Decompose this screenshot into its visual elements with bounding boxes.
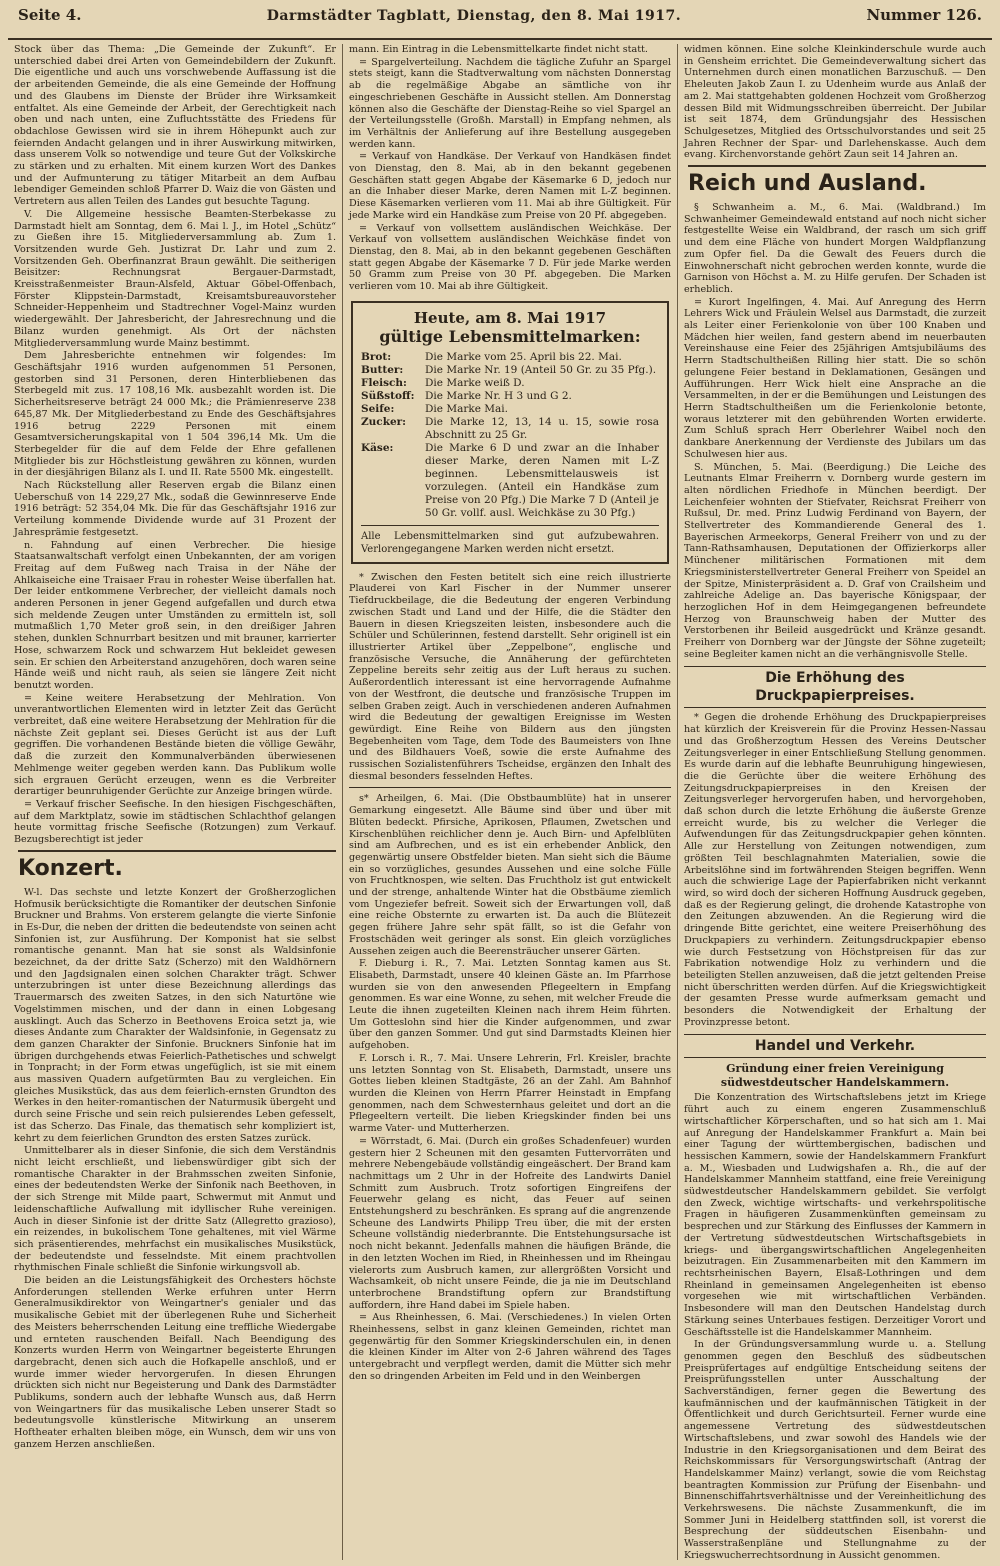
- ration-row: [361, 390, 659, 403]
- article-text: Nach Rückstellung aller Reserven ergab die Bilanz einen Ueberschuß von 14 229,27 Mk., sodaß die Gewinnreserve Ende 1916 beträgt: 52 354,04 Mk. Die für das Geschäftsjahr 1916 zur Verteilung kommende Dividende wurde auf 31 Prozent der Jahresprämie festgesetzt.: [14, 480, 336, 538]
- ration-subtitle: gültige Lebensmittelmarken:: [379, 326, 641, 346]
- ration-row: [361, 364, 659, 377]
- page-number: Seite 4.: [18, 6, 82, 24]
- ration-key: Käse:: [361, 441, 394, 454]
- section-heading-handel: Handel und Verkehr.: [684, 1034, 986, 1058]
- article-text: = Verkauf frischer Seefische. In den hiesigen Fischgeschäften, auf dem Marktplatz, sowie im städtischen Schlachthof gelangen heute vormittag frische Seefische (Rotzungen) zum Verkauf. Bezugsberechtigt ist jeder: [14, 799, 336, 846]
- article-text: mann. Ein Eintrag in die Lebensmittelkarte findet nicht statt.: [349, 44, 648, 55]
- ration-key: Süßstoff:: [361, 389, 415, 402]
- article-text: n. Fahndung auf einen Verbrecher. Die hiesige Staatsanwaltschaft verfolgt einen Unbekannten, der am vorigen Freitag auf dem Fußweg nach Traisa in der Nähe der Ahlkaiseiche eine Traisaer Frau in rohester Weise überfallen hat. Der leider entkommene Verbrecher, der vielleicht damals noch anderen Personen in jener Gegend aufgefallen und durch etwa sich meldende Zeugen unter Umständen zu ermitteln ist, soll mutmaßlich 1,70 Meter groß sein, in den dreißiger Jahren stehen, dunklen Schnurrbart besitzen und mit brauner, karrierter Hose, schwarzem Rock und schwarzem Hut bekleidet gewesen sein. Er schien den Arbeiterstand anzugehören, doch waren seine Hände weiß und nicht rauh, als seien sie längere Zeit nicht benutzt worden.: [14, 539, 336, 691]
- column-1: [8, 44, 343, 1560]
- columns: [8, 44, 992, 1560]
- ration-row: [361, 377, 659, 390]
- article-text: F. Lorsch i. R., 7. Mai. Unsere Lehrerin, Frl. Kreisler, brachte uns letzten Sonntag von St. Elisabeth, Darmstadt, unsere uns Gottes lieben kleinen Stadtgäste, 26 an der Zahl. Am Bahnhof wurden die Kleinen von Herrn Pfarrer Heinstadt in Empfang genommen, nach dem Schwesternhaus geleitet und dort an die Pflegeeltern verteilt. Die lieben Kriegskinder finden bei uns warme Vater- und Mutterherzen.: [349, 1052, 671, 1135]
- article-text: = Verkauf von vollsettem ausländischen Weichkäse. Der Verkauf von vollsettem ausländischen Weichkäse findet von Dienstag, den 8. Mai, ab in den bekannt gegebenen Geschäften statt gegen Abgabe der Käsemarke 7 D. Für jede Marke werden 50 Gramm zum Preise von 30 Pf. abgegeben. Die Marken verlieren vom 10. Mai ab ihre Gültigkeit.: [349, 222, 671, 293]
- article-subheading: Gründung einer freien Vereinigung südwestdeutscher Handelskammern.: [720, 1062, 950, 1090]
- article-text: widmen können. Eine solche Kleinkinderschule wurde auch in Gensheim errichtet. Die Gemeindeverwaltung sichert das Unternehmen durch einen monatlichen Barzuschuß. — Den Eheleuten Jakob Zaun I. zu Udenheim wurde aus Anlaß der am 2. Mai stattgehabten goldenen Hochzeit vom Großherzog dessen Bild mit Widmungsschreiben überreicht. Der Jubilar ist seit 1874, dem Gründungsjahr des Hessischen Schulgesetzes, Mitglied des Ortsschulvorstandes und seit 25 Jahren Rechner der Spar- und Darlehenskasse. Auch dem evang. Kirchenvorstande gehört Zaun seit 14 Jahren an.: [684, 44, 986, 161]
- issue-number: Nummer 126.: [866, 6, 982, 24]
- article-text: F. Dieburg i. R., 7. Mai. Letzten Sonntag kamen aus St. Elisabeth, Darmstadt, unsere 40 kleinen Gäste an. Im Pfarrhose wurden sie von den anwesenden Pflegeeltern in Empfang genommen. Es war eine Wonne, zu sehen, mit welcher Freude die Leute die ihnen zugeteilten Kleinen nach ihrem Heim führten. Um Gotteslohn sind hier die Kinder aufgenommen, und zwar über den ganzen Sommer. Und gut sind Darmstadts Kleinen hier aufgehoben.: [349, 958, 672, 1052]
- ration-stamps-box: [351, 301, 669, 564]
- article-text: s* Arheilgen, 6. Mai. (Die Obstbaumblüte) hat in unserer Gemarkung eingesetzt. Alle Bäume sind über und über mit Blüten bedeckt. Pfirsiche, Aprikosen, Pflaumen, Zwetschen und Kirschenblühen reichlicher denn je. Auch Birn- und Apfelblüten sind am Aufbrechen, und es ist ein erhebender Anblick, den gegenwärtig unsere Obstfelder bieten. Man sieht sich die Bäume ein so vorzügliches, gesundes Aussehen und eine solche Fülle von Fruchtknospen, wie selten. Das Fruchtholz ist gut entwickelt und der strenge, anhaltende Winter hat die Obstbäume ziemlich vom Ungeziefer befreit. Soweit sich der Erwartungen voll, daß eine reiche Obsternte zu erwarten ist. Da auch die Blütezeit gegen frühere Jahre sehr spät fällt, so ist die Gefahr von Frostschäden weit geringer als sonst. Ein gleich vorzügliches Aussehen zeigen auch die Beerensträucher unserer Gärten.: [349, 793, 671, 957]
- article-text: = Kurort Ingelfingen, 4. Mai. Auf Anregung des Herrn Lehrers Wick und Fräulein Welsel aus Darmstadt, die zurzeit als Leiter einer Ferienkolonie von über 100 Knaben und Mädchen hier weilen, fand gestern abend im neuerbauten Vereinshause eine Feier des 25jährigen Amtsjubiläums des Herrn Stadtschultheißen Rilling hier statt. Die so schön gelungene Feier bestand in Deklamationen, Gesängen und Aufführungen. Herr Wick hielt eine Ansprache an die Versammelten, in der er die Bemühungen und Leistungen des Herrn Stadtschultheißen um die Ferienkolonie betonte, woraus letzterer mit den gebührenden Worten erwiderte. Zum Schluß sprach Herr Oberlehrer Waibel noch den dankbare Anerkennung der Verdienste des Jubilars um das Schulwesen hier aus.: [684, 296, 986, 460]
- article-text: W-l. Das sechste und letzte Konzert der Großherzoglichen Hofmusik berücksichtigte die Romantiker der deutschen Sinfonie Bruckner und Brahms. Von ersterem gelangte die vierte Sinfonie in Es-Dur, die neben der dritten die bedeutendste von seinen acht Sinfonien ist, zur Ausführung. Der Komponist hat sie selbst romantische genannt. Man hat sie sonst als Waldsinfonie bezeichnet, da der dritte Satz (Scherzo) mit den Waldhörnern und den Jagdsignalen einen solchen Charakter trägt. Schwer unterzubringen ist unter diese Bezeichnung allerdings das Trauermarsch des zweiten Satzes, in den sich Naturtöne wie Vogelstimmen mischen, und der dann in einen Lobgesang ausklingt. Auch das Scherzo in Beethovens Eroica setzt ja, wie dieses Andante zum Charakter der Waldsinfonie, in Gegensatz zu dem ganzen Charakter der Sinfonie. Bruckners Sinfonie hat im übrigen durchgehends etwas Feierlich-Pathetisches und schwelgt in Tonpracht; in der Form etwas ungefüglich, ist sie mit einem aus massiven Quadern aufgetürmten Bau zu vergleichen. Ein gleiches Musikstück, das aus dem feierlich-ernsten Grundton des Werkes in den heiter-romantischen der Naturmusik übergeht und durch seine Frische und sein reich pulsierendes Leben gefesselt, ist das Scherzo. Das Finale, das thematisch sehr kompliziert ist, kehrt zu dem feierlichen Grundton des ersten Satzes zurück.: [14, 886, 336, 1144]
- column-2: [343, 44, 678, 1560]
- ration-row: [361, 403, 659, 416]
- ration-value: Die Marke weiß D.: [425, 376, 525, 389]
- article-text: = Verkauf von Handkäse. Der Verkauf von Handkäsen findet von Dienstag, den 8. Mai, ab in den bekannt gegebenen Geschäften statt gegen Abgabe der Käsemarke 6 D, jedoch nur an die Inhaber dieser Marke, deren Namen mit L-Z beginnen. Diese Käsemarken verlieren vom 11. Mai ab ihre Gültigkeit. Für jede Marke wird ein Handkäse zum Preise von 20 Pf. abgegeben.: [349, 151, 671, 221]
- article-text: = Aus Rheinhessen, 6. Mai. (Verschiedenes.) In vielen Orten Rheinhessens, selbst in ganz kleinen Gemeinden, richtet man gegenwärtig für den Sommer Kriegskinderschulen ein, in denen die kleinen Kinder im Alter von 2-6 Jahren während des Tages untergebracht und verpflegt werden, damit die Mütter sich mehr den so dringenden Arbeiten im Feld und in den Weinbergen: [349, 1312, 671, 1382]
- article-text: V. Die Allgemeine hessische Beamten-Sterbekasse zu Darmstadt hielt am Sonntag, dem 6. Mai l. J., im Hotel „Schütz“ zu Gießen ihre 15. Mitgliederversammlung ab. Zum 1. Vorsitzenden wurde Geh. Justizrat Dr. Lahr und zum 2. Vorsitzenden Geh. Oberfinanzrat Braun gewählt. Die seitherigen Beisitzer: Rechnungsrat Bergauer-Darmstadt, Kreisstraßenmeister Braun-Alsfeld, Aktuar Göbel-Offenbach, Förster Klippstein-Darmstadt, Kreisamtsbureauvorsteher Schneider-Heppenheim und Stadtrechner Vogel-Mainz wurden wiedergewählt. Der Jahresbericht, der Jahresrechnung und die Bilanz wurden genehmigt. Als Ort der nächsten Mitgliederversammlung wurde Mainz bestimmt.: [14, 208, 336, 349]
- divider: [349, 787, 671, 788]
- newspaper-title: Darmstädter Tagblatt, Dienstag, den 8. Mai 1917.: [266, 8, 682, 24]
- column-3: [678, 44, 992, 1560]
- article-text: § Schwanheim a. M., 6. Mai. (Waldbrand.) Im Schwanheimer Gemeindewald entstand auf noch nicht sicher festgestellte Weise ein Waldbrand, der rasch um sich griff und dem eine Fläche von hundert Morgen Waldpflanzung zum Opfer fiel. Da die Gewalt des Feuers durch die Einwohnerschaft nicht gebrochen werden konnte, wurde die Garnison von Höchst a. M. zu Hilfe gerufen. Der Schaden ist erheblich.: [684, 202, 986, 295]
- ration-row: [361, 442, 659, 520]
- ration-title: Heute, am 8. Mai 1917: [413, 308, 607, 327]
- article-text: * Gegen die drohende Erhöhung des Druckpapierpreises hat kürzlich der Kreisverein für die Provinz Hessen-Nassau und das Großherzogtum Hessen des Vereins Deutscher Zeitungsverleger in einer Entschließung Stellung genommen. Es wurde darin auf die lebhafte Beunruhigung hingewiesen, die die Gerüchte über die weitere Erhöhung des Zeitungsdruckpapierpreises in den Kreisen der Zeitungsverleger hervorgerufen haben, und hervorgehoben, daß schon durch die letzte Erhöhung die äußerste Grenze erreicht wurde, bis zu welcher die Verleger die Aufwendungen für das Zeitungsdruckpapier gehen könnten. Alle zur Herstellung von Zeitungen notwendigen, zum größten Teil beschlagnahmten Materialien, sowie die Arbeitslöhne sind im fortwährenden Steigen begriffen. Wenn auch die schwierige Lage der Papierfabriken nicht verkannt wird, so wird doch der sicheren Hoffnung Ausdruck gegeben, daß es der Regierung gelingt, die drohende Katastrophe von den Zeitungen abzuwenden. An die Regierung wird die dringende Bitte gerichtet, eine weitere Preiserhöhung des Druckpapiers zu verhindern. Zeitungsdruckpapier ebenso wie durch Festsetzung von Höchstpreisen für das zur Fabrikation notwendige Holz zu verhindern und die beteiligten Stellen anzuweisen, daß die jetzt geltenden Preise nicht überschritten werden dürfen. Auf die Kriegswichtigkeit der gesamten Presse wurde aufmerksam gemacht und besonders die Notwendigkeit der Erhaltung der Provinzpresse betont.: [684, 712, 986, 1028]
- section-heading-reich: Reich und Ausland.: [688, 165, 986, 198]
- article-text: S. München, 5. Mai. (Beerdigung.) Die Leiche des Leutnants Elmar Freiherrn v. Dornberg wurde gestern im alten nördlichen Friedhofe in München beerdigt. Der Leichenfeier wohnten der Stiefvater, Reichsrat Freiherr von Rußsul, Dr. med. Prinz Ludwig Ferdinand von Bayern, der Stellvertreter des Kommandierende General des 1. Bayerischen Armeekorps, General Freiherr von und zu der Tann-Rathsamhausen, Deputationen der Offizierkorps aller Münchener militärischen Formationen mit dem Kriegsministerstellvertreter General Freiherr von Speidel an der Spitze, Ministerpräsident a. D. Graf von Crailsheim und zahlreiche Adelige an. Das bayerische Königspaar, der herzoglichen Hof in dem Heimgegangenen befreundete Herzog von Braunschweig haben der Mutter des Verstorbenen ihr Beileid ausgedrückt und Kränze gesandt. Freiherr von Dornberg war der Jüngste der Söhne zugeteilt; seine Begleiter kamen nicht an die verhängnisvolle Stelle.: [684, 461, 986, 660]
- masthead: [8, 0, 992, 40]
- article-text: Unmittelbarer als in dieser Sinfonie, die sich dem Verständnis nicht leicht erschließt, und liebenswürdiger gibt sich der romantische Charakter in der Brahmsschen zweiten Sinfonie, eines der bedeutendsten Werke der Sinfonik nach Beethoven, in der sich Strenge mit Milde paart, Schwermut mit Anmut und leidenschaftliche Aufwallung mit idyllischer Ruhe vereinigen. Auch in dieser Sinfonie ist der dritte Satz (Allegretto grazioso), ein reizendes, in bukolischem Tone gehaltenes, mit viel Wärme sich präsentierendes, mehrfachst ein musikalisches Musikstück, der bedeutendste und fesselndste. Mit einem prachtvollen rhythmischen Finale schließt die Sinfonie wirkungsvoll ab.: [14, 1145, 336, 1274]
- article-text: Stock über das Thema: „Die Gemeinde der Zukunft“. Er unterschied dabei drei Arten von Gemeindebildern der Zukunft. Die eigentliche und auch uns vorschwebende Auffassung ist die der arbeitenden Gemeinde, die als eine Gemeinde der Hoffnung und des Glaubens im Dienste der Brüder ihre Wirksamkeit entfaltet. Als eine Gemeinde der Arbeit, der Gerechtigkeit nach oben und nach unten, eine Zufluchtsstätte des Friedens für obdachlose Gewissen wird sie in ihrem Höhepunkt auch zur feiernden Andacht gelangen und in ihrer Auswirkung mitwirken, dass unserem Volk so notwendige und teure Gut der Volkskirche zu stärken und zu erhalten. Mit einem kurzen Wort des Dankes und der Aufmunterung zu tätiger Mitarbeit an dem Aufbau lebendiger Gemeinden schloß Pfarrer D. Waiz die von Gästen und Vertretern aus allen Teilen des Landes gut besuchte Tagung.: [14, 44, 336, 208]
- article-text: Die beiden an die Leistungsfähigkeit des Orchesters höchste Anforderungen stellenden Werke erfuhren unter Herrn Generalmusikdirektor von Weingartner's genialer und das musikalische Gebiet mit der überlegenen Ruhe und Sicherheit des Meisters beherrschenden Leitung eine treffliche Wiedergabe und ernteten rauschenden Beifall. Nach Beendigung des Konzerts wurden Herrn von Weingartner begeisterte Ehrungen dargebracht, denen sich auch die Hofkapelle anschloß, und er wurde immer wieder hervorgerufen. In diesen Ehrungen drückten sich nicht nur Begeisterung und Dank des Darmstädter Publikums, sondern auch der lebhafte Wunsch aus, daß Herrn von Weingartners für das musikalische Leben unserer Stadt so bedeutungsvolle künstlerische Mitwirkung an unserem Hoftheater erhalten bleiben möge, ein Wunsch, dem wir uns von ganzem Herzen anschließen.: [14, 1275, 336, 1450]
- article-text: In der Gründungsversammlung wurde u. a. Stellung genommen gegen den Beschluß des südbeutschen Preisprüfertages auf endgültige Entscheidung seitens der Preisprüfungsstellen unter Ausschaltung der Sachverständigen, ferner gegen die Bewertung des kaufmännischen und der kaufmännischen Tätigkeit in der Öffentlichkeit und durch Gerichtsurteil. Ferner wurde eine angemessene Vertretung des südwestdeutschen Wirtschaftslebens, und zwar sowohl des Handels wie der Industrie in den Kriegsorganisationen und dem Beirat des Reichskommissars für Versorgungswirtschaft (Antrag der Handelskammer Mainz) verlangt, sowie die vom Reichstag beantragten Kommission zur Prüfung der Eisenbahn- und Binnenschiffahrtsverhältnisse und der Vereinheitlichung des Verkehrswesens. Die nächste Zusammenkunft, die im Sommer Juni in Heidelberg stattfinden soll, ist vorerst die Besprechung der süddeutschen Eisenbahn- und Wasserstraßenpläne und Stellungnahme zu der Kriegswucherrechtsordnung in Aussicht genommen.: [684, 1339, 986, 1560]
- ration-key: Butter:: [361, 363, 404, 376]
- ration-value: Die Marke 6 D und zwar an die Inhaber dieser Marke, deren Namen mit L-Z beginnen. Lebensmittelausweis ist vorzulegen. (Anteil ein Handkäse zum Preise von 20 Pfg.) Die Marke 7 D (Anteil je 50 Gr. vollf. ausl. Weichkäse zu 30 Pfg.): [425, 441, 659, 519]
- ration-note: Alle Lebensmittelmarken sind gut aufzubewahren. Verlorengegangene Marken werden nicht ersetzt.: [361, 525, 659, 556]
- ration-value: Die Marke Nr. H 3 und G 2.: [425, 389, 572, 402]
- article-text: = Spargelverteilung. Nachdem die tägliche Zufuhr an Spargel stets steigt, kann die Stadtverwaltung vom nächsten Donnerstag ab die regelmäßige Abgabe an sämtliche von ihr eingeschriebenen Geschäfte in Aussicht stellen. Am Donnerstag können also die Geschäfte der Dienstag-Reihe so viel Spargel an der Verteilungsstelle (Großh. Marstall) in Empfang nehmen, als im Verhältnis der Anlieferung auf ihre Bestellung ausgegeben werden kann.: [349, 56, 671, 150]
- ration-row: [361, 351, 659, 364]
- article-text: = Wörrstadt, 6. Mai. (Durch ein großes Schadenfeuer) wurden gestern hier 2 Scheunen mit den gesamten Futtervorräten und mehrere Nebengebäude vollständig eingeäschert. Der Brand kam nachmittags um 2 Uhr in der Hofreite des Landwirts Daniel Schmitt zum Ausbruch. Trotz sofortigen Eingreifens der Feuerwehr gelang es nicht, das Feuer auf seinen Entstehungsherd zu beschränken. Es sprang auf die angrenzende Scheune des Landwirts Philipp Treu über, die mit der ersten Scheune vollständig niederbrannte. Die Entstehungsursache ist noch nicht bekannt. Jedenfalls mahnen die häufigen Brände, die in den letzten Wochen im Ried, in Rheinhessen und im Rheingau vielerorts zum Ausbruch kamen, zur allergrößten Vorsicht und Wachsamkeit, ob nicht unsere Feinde, die ja nie im Deutschland unterbrochene Brandstiftung opfern zur Brandstiftung auffordern, ihre Hand dabei im Spiele haben.: [349, 1135, 671, 1311]
- ration-value: Die Marke vom 25. April bis 22. Mai.: [425, 350, 622, 363]
- ration-row: [361, 416, 659, 442]
- section-heading-konzert: Konzert.: [18, 850, 336, 883]
- article-text: = Keine weitere Herabsetzung der Mehlration. Von unverantwortlichen Elementen wird in letzter Zeit das Gerücht verbreitet, daß eine weitere Herabsetzung der Mehlration für die nächste Zeit geplant sei. Dieses Gerücht ist aus der Luft gegriffen. Die vorhandenen Bestände bieten die völlige Gewähr, daß die zurzeit den Kommunalverbänden überwiesenen Mehlmenge weiter gegeben werden kann. Das Publikum wolle sich ergrauen Gerücht erzeugen, wenn es die Verbreiter derartiger beunruhigender Gerüchte zur Anzeige bringen würde.: [14, 692, 336, 798]
- ration-value: Die Marke 12, 13, 14 u. 15, sowie rosa Abschnitt zu 25 Gr.: [425, 415, 659, 441]
- ration-key: Fleisch:: [361, 376, 407, 389]
- article-text: * Zwischen den Festen betitelt sich eine reich illustrierte Plauderei von Karl Fischer in der Nummer unserer Tiefdruckbeilage, die die Bedeutung der engeren Verbindung zwischen Stadt und Land und der Hilfe, die die Städter den Bauern in diesen Kriegszeiten leisten, insbesondere auch die Schüler und Schülerinnen, festend darstellt. Sehr originell ist ein illustrierter Artikel über „Zeppelbone“, englische und französische Versuche, die Annäherung der gefürchteten Zeppeline bereits sehr zeitig aus der Luft heraus zu suchen. Außerordentlich interessant ist eine hervorragende Aufnahme von der Westfront, die deutsche und französische Truppen im selben Graben zeigt. Auch in verschiedenen anderen Aufnahmen wird die Bedeutung der gewaltigen Ereignisse im Westen gewürdigt. Eine Reihe von Bildern aus den jüngsten Begebenheiten vom Tage, dem Tode des Baumeisters von Ihne und des Bildhauers Voeß, sowie die erste Aufnahme des russischen Sozialistenführers Tscheidse, ergänzen den Inhalt des diesmal besonders fesselnden Heftes.: [349, 571, 671, 782]
- article-text: Die Konzentration des Wirtschaftslebens jetzt im Kriege führt auch zu einem engeren Zusammenschluß wirtschaftlicher Körperschaften, und so hat sich am 1. Mai auf Anregung der Handelskammer Frankfurt a. Main bei einer Tagung der württembergischen, badischen und hessischen Kammern, sowie der Handelskammern Frankfurt a. M., Wiesbaden und Ludwigshafen a. Rh., die auf der Handelskammer Mannheim stattfand, eine freie Vereinigung südwestdeutscher Handelskammern gebildet. Sie verfolgt den Zweck, wichtige wirtschafts- und verkehrspolitische Fragen in häufigeren Zusammenkünften gemeinsam zu besprechen und zur Stärkung des Einflusses der Kammern in der Vertretung südwestdeutschen Wirtschaftsgebiets in kriegs- und übergangswirtschaftlichen Angelegenheiten beizutragen. Ein Zusammenarbeiten mit den Kammern im rechtsrheinischen Bayern, Elsaß-Lothringen und dem Rheinland in gemeinsamen Angelegenheiten ist ebenso vorgesehen wie mit wirtschaftlichen Verbänden. Insbesondere will man den Deutschen Handelstag durch Stärkung seines Unterbaues festigen. Derzeitiger Vorort und Geschäftsstelle ist die Handelskammer Mannheim.: [684, 1092, 986, 1338]
- article-text: Dem Jahresberichte entnehmen wir folgendes: Im Geschäftsjahr 1916 wurden aufgenommen 51 Personen, gestorben sind 31 Personen, deren Hinterbliebenen das Sterbegeld mit zus. 17 108,16 Mk. ausbezahlt worden ist. Die Sicherheitsreserve beträgt 24 000 Mk.; die Prämienreserve 238 645,87 Mk. Der Mitgliederbestand zu Ende des Geschäftsjahres 1916 betrug 2229 Personen mit einem Gesamtversicherungskapital von 1 504 396,14 Mk. Um die Sterbegelder für die auf dem Felde der Ehre gefallenen Mitglieder bis zur Höchstleistung gewähren zu können, wurden in der diesjährigen Bilanz als I. und II. Rate 5500 Mk. eingestellt.: [14, 350, 336, 479]
- ration-key: Brot:: [361, 350, 392, 363]
- ration-key: Zucker:: [361, 415, 407, 428]
- ration-value: Die Marke Mai.: [425, 402, 508, 415]
- ration-key: Seife:: [361, 402, 395, 415]
- ration-value: Die Marke Nr. 19 (Anteil 50 Gr. zu 35 Pfg.).: [425, 363, 657, 376]
- section-heading-druckpapier: Die Erhöhung des Druckpapierpreises.: [684, 666, 986, 708]
